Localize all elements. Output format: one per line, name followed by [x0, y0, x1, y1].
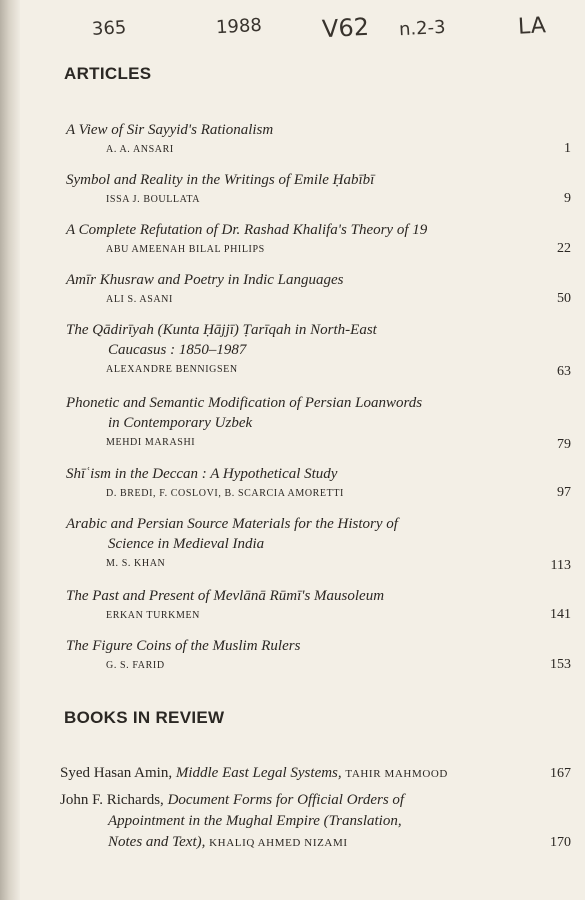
article-entry — [66, 320, 571, 377]
handwritten-notes — [0, 12, 585, 46]
article-page-number: 153 — [550, 657, 571, 672]
article-title: The Figure Coins of the Muslim Rulers — [66, 638, 301, 654]
review-entry — [60, 763, 571, 785]
article-entry — [66, 120, 571, 157]
article-title: Amīr Khusraw and Poetry in Indic Languages — [66, 272, 344, 288]
article-page-number: 22 — [557, 241, 571, 256]
article-entry — [66, 170, 571, 207]
article-author: G. S. FARID — [106, 660, 165, 671]
article-title: A Complete Refutation of Dr. Rashad Khalifa's Theory of 19 — [66, 222, 428, 238]
article-title: Shīʿism in the Deccan : A Hypothetical Study — [66, 466, 338, 482]
handwritten-note: 365 — [91, 17, 127, 40]
handwritten-note: V62 — [321, 12, 370, 44]
handwritten-note: n.2-3 — [398, 16, 447, 41]
article-author: A. A. ANSARI — [106, 144, 174, 155]
articles-heading: ARTICLES — [64, 64, 152, 83]
article-page-number: 141 — [550, 607, 571, 622]
article-entry — [66, 464, 571, 501]
review-reviewer: KHALIQ AHMED NIZAMI — [209, 837, 348, 849]
review-book-title: Middle East Legal Systems, — [175, 765, 342, 781]
article-author: ALI S. ASANI — [106, 294, 173, 305]
article-page-number: 9 — [564, 191, 571, 206]
article-entry — [66, 636, 571, 673]
article-title: Phonetic and Semantic Modification of Persian Loanwords in Contemporary Uzbek — [66, 395, 423, 431]
article-page-number: 79 — [557, 437, 571, 452]
article-author: ISSA J. BOULLATA — [106, 194, 201, 205]
article-author: D. BREDI, F. COSLOVI, B. SCARCIA AMORETTI — [106, 488, 344, 499]
article-page-number: 63 — [557, 364, 571, 379]
article-author: ALEXANDRE BENNIGSEN — [106, 364, 238, 375]
binding-edge — [0, 0, 20, 900]
article-entry — [66, 270, 571, 307]
article-page-number: 113 — [550, 558, 571, 573]
review-reviewer: TAHIR MAHMOOD — [345, 768, 448, 780]
article-entry — [66, 586, 571, 623]
article-page-number: 97 — [557, 485, 571, 500]
review-page-number: 170 — [550, 835, 571, 850]
article-author: ABU AMEENAH BILAL PHILIPS — [106, 244, 265, 255]
article-title: Arabic and Persian Source Materials for the History of Science in Medieval India — [66, 516, 398, 552]
article-entry — [66, 393, 571, 450]
review-book-title: Appointment in the Mughal Empire (Translation, — [108, 813, 402, 829]
article-title: A View of Sir Sayyid's Rationalism — [66, 122, 274, 138]
handwritten-note: LA — [517, 13, 547, 40]
article-author: ERKAN TURKMEN — [106, 610, 201, 621]
review-book-title: Document Forms for Official Orders of — [167, 792, 405, 808]
article-title: Symbol and Reality in the Writings of Emile Ḥabībī — [66, 172, 375, 188]
article-title: The Qādirīyah (Kunta Ḥājjī) Ṭarīqah in North-East Caucasus : 1850–1987 — [66, 322, 377, 358]
article-page-number: 50 — [557, 291, 571, 306]
review-entry — [60, 790, 571, 854]
review-book-author: Syed Hasan Amin, — [60, 765, 173, 781]
article-entry — [66, 514, 571, 571]
article-author: M. S. KHAN — [106, 558, 166, 569]
books-in-review-heading: BOOKS IN REVIEW — [64, 708, 225, 727]
review-book-title: Notes and Text), — [108, 834, 206, 850]
article-page-number: 1 — [564, 141, 571, 156]
article-title: The Past and Present of Mevlānā Rūmī's Mausoleum — [66, 588, 385, 604]
article-entry — [66, 220, 571, 257]
article-author: MEHDI MARASHI — [106, 437, 196, 448]
review-page-number: 167 — [550, 766, 571, 781]
review-book-author: John F. Richards, — [60, 792, 164, 808]
handwritten-note: 1988 — [215, 14, 263, 39]
